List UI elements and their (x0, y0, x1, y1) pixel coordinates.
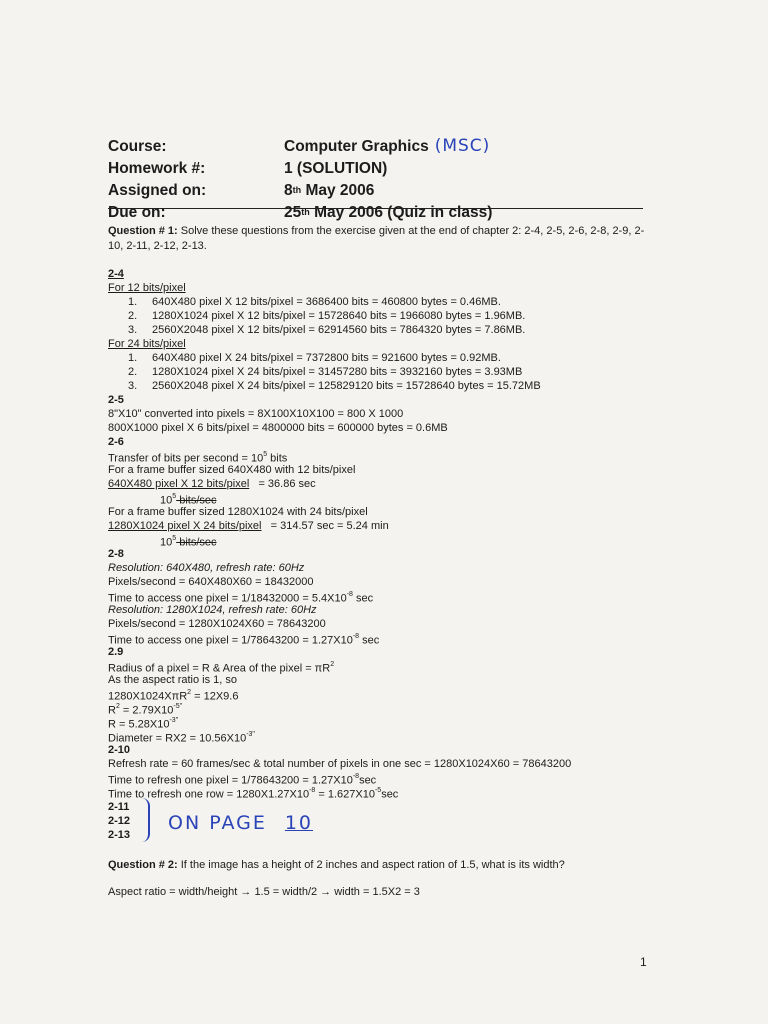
section-2-9-title: 2.9 (108, 646, 124, 658)
assigned-value: 8 $^{th}$ May 2006 (284, 182, 375, 199)
text-line: 800X1000 pixel X 6 bits/pixel = 4800000 bits = 600000 bytes = 0.6MB (108, 422, 448, 434)
text-line: Time to refresh one row = $1280X1.27X10^{-8} = 1.627X10^{-5}\sec$ (108, 787, 399, 801)
text-line: Time to access one pixel = $1/18432000 = 5.4X10^{-8}$ sec (108, 591, 374, 605)
text-line: 1280X1024XπR$^2$ = 12X9.6 (108, 689, 239, 703)
section-labels (108, 800, 130, 842)
course-row (108, 134, 643, 156)
list-item: 1. 640X480 pixel X 24 bits/pixel = 7372800 bits = 921600 bytes = 0.92MB. (128, 352, 501, 364)
text-line: Pixels/second = 640X480X60 = 18432000 (108, 576, 314, 588)
text-line: For a frame buffer sized 640X480 with 12 bits/pixel (108, 464, 356, 476)
fraction-numerator: 640X480 pixel X 12 bits/pixel = 36.86 sec (108, 478, 316, 490)
text-line: $R = 5.28X10^{-3"}$ (108, 717, 179, 731)
text-line: Time to access one pixel = $1/78643200 = 1.27X10^{-8}$ sec (108, 633, 380, 647)
homework-row (108, 156, 643, 178)
text-line: Resolution: 1280X1024, refresh rate: 60Hz (108, 604, 317, 616)
text-line: Radius of a pixel = R & Area of the pixel = $\pi R^2$ (108, 661, 335, 675)
course-handwritten-note: (MSC) (434, 136, 491, 156)
section-2-11-title: 2-11 (108, 801, 130, 813)
text-line: Resolution: 640X480, refresh rate: 60Hz (108, 562, 305, 574)
text-line: Refresh rate = 60 frames/sec & total number of pixels in one sec = 1280X1024X60 = 78643200 (108, 758, 572, 770)
sections-2-11-to-2-13 (108, 800, 314, 842)
assigned-label: Assigned on: (108, 182, 207, 199)
fraction-numerator: 1280X1024 pixel X 24 bits/pixel = 314.57 sec = 5.24 min (108, 520, 389, 532)
due-row (108, 200, 643, 222)
question-1: Question # 1: Solve these questions from the exercise given at the end of chapter 2: 2-4, 2-5, 2-6, 2-8, 2-9, 2-10, 2-11, 2-12, 2-13. (108, 225, 645, 252)
list-item: 2. 1280X1024 pixel X 24 bits/pixel = 31457280 bits = 3932160 bytes = 3.93MB (128, 366, 523, 378)
section-2-12-title: 2-12 (108, 815, 131, 827)
text-line: For a frame buffer sized 1280X1024 with 24 bits/pixel (108, 506, 368, 518)
text-line: Diameter = $RX2 = 10.56X10^{-3"}$ (108, 731, 255, 745)
section-2-8-title: 2-8 (108, 548, 124, 560)
header-divider (108, 208, 643, 209)
page-number: 1 (640, 955, 647, 969)
text-line: Time to refresh one pixel = $1/78643200 = 1.27X10^{-8}\sec$ (108, 773, 377, 787)
group-24-bits-heading: For 24 bits/pixel (108, 338, 186, 350)
text-line: Transfer of bits per second = $10^5$ bits (108, 451, 288, 465)
due-label: Due on: (108, 204, 166, 221)
fraction-denominator: $10^5$ bits/sec (160, 493, 217, 507)
text-line: 8"X10" converted into pixels = 8X100X10X100 = 800 X 1000 (108, 408, 404, 420)
course-value: Computer Graphics (MSC) (284, 136, 491, 156)
handwritten-page-reference: ON PAGE 10 (168, 812, 314, 834)
question-2: Question # 2: If the image has a height of 2 inches and aspect ration of 1.5, what is its width? (108, 859, 565, 871)
list-item: 1. 640X480 pixel X 12 bits/pixel = 3686400 bits = 460800 bytes = 0.46MB. (128, 296, 501, 308)
list-item: 3. 2560X2048 pixel X 12 bits/pixel = 62914560 bits = 7864320 bytes = 7.86MB. (128, 324, 526, 336)
list-item: 3. 2560X2048 pixel X 24 bits/pixel = 125829120 bits = 15728640 bytes = 15.72MB (128, 380, 541, 392)
text-line: $R^2 = 2.79X10^{-5"}$ (108, 703, 183, 717)
question-2-answer: Aspect ratio = width/height → 1.5 = width/2 → width = 1.5X2 = 3 (108, 886, 420, 898)
homework-label: Homework #: (108, 160, 206, 177)
section-2-13-title: 2-13 (108, 829, 131, 841)
assigned-row (108, 178, 643, 200)
section-2-10-title: 2-10 (108, 744, 131, 756)
list-item: 2. 1280X1024 pixel X 12 bits/pixel = 15728640 bits = 1966080 bytes = 1.96MB. (128, 310, 526, 322)
section-2-6-title: 2-6 (108, 436, 124, 448)
text-line: Pixels/second = 1280X1024X60 = 78643200 (108, 618, 326, 630)
handwritten-brace (138, 798, 150, 842)
course-label: Course: (108, 138, 167, 155)
section-2-5-title: 2-5 (108, 394, 124, 406)
homework-value: 1 (SOLUTION) (284, 160, 388, 177)
fraction-denominator: $10^5$ bits/sec (160, 535, 217, 549)
group-12-bits-heading: For 12 bits/pixel (108, 282, 186, 294)
section-2-4-title: 2-4 (108, 268, 124, 280)
due-value: 25 $^{th}$ May 2006 (Quiz in class) (284, 204, 493, 221)
text-line: As the aspect ratio is 1, so (108, 674, 238, 686)
